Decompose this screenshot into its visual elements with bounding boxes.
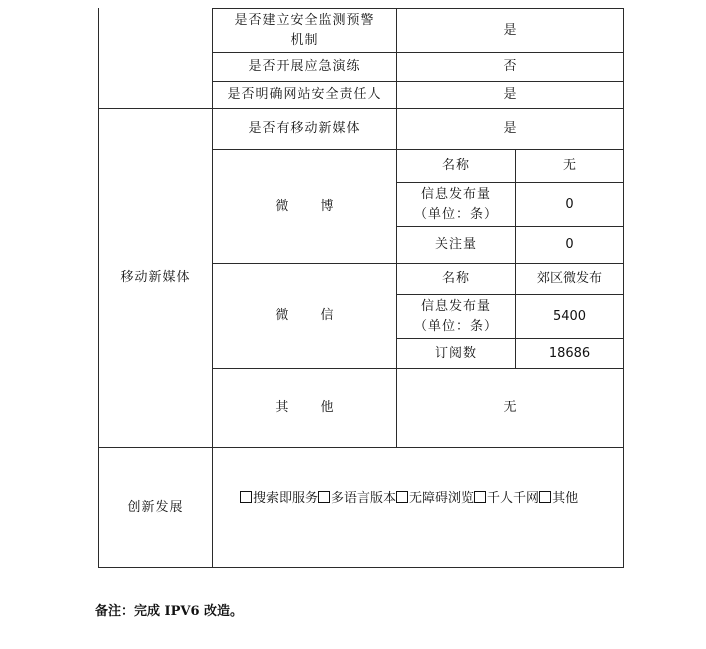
- wechat-name-value: 郊区微发布: [536, 271, 602, 286]
- weibo-posts-label-line2: （单位：条）: [413, 206, 498, 222]
- weibo-followers-label: 关注量: [434, 237, 477, 252]
- wechat-name-label: 名称: [441, 271, 470, 286]
- other-media-value: 无: [503, 400, 517, 415]
- option-personalized[interactable]: [474, 487, 539, 506]
- weibo-name-label: 名称: [441, 158, 470, 173]
- wechat-subscribers-value: 18686: [548, 345, 591, 361]
- option-label: 千人千网: [487, 491, 540, 506]
- checkbox-icon[interactable]: [539, 491, 551, 503]
- weibo-posts-value: 0: [565, 196, 574, 212]
- other-media-label: 其 他: [275, 400, 348, 415]
- wechat-label: 微 信: [275, 308, 348, 323]
- option-label: 无障碍浏览: [409, 491, 475, 506]
- monitor-warning-value: 是: [503, 22, 517, 38]
- weibo-posts-label: [397, 183, 515, 226]
- option-search-as-service[interactable]: [240, 487, 318, 506]
- security-person-label: 是否明确网站安全责任人: [227, 87, 382, 102]
- weibo-posts-label-line1: 信息发布量: [420, 186, 491, 202]
- wechat-posts-label-line1: 信息发布量: [420, 298, 491, 314]
- wechat-posts-label-line2: （单位：条）: [413, 318, 498, 334]
- table-border-right: [623, 8, 624, 568]
- innovation-options: [240, 487, 578, 506]
- wechat-subscribers-label: 订阅数: [434, 345, 477, 361]
- checkbox-icon[interactable]: [396, 491, 408, 503]
- option-accessibility[interactable]: [396, 487, 474, 506]
- emergency-drill-label: 是否开展应急演练: [248, 59, 361, 74]
- wechat-posts-value: 5400: [552, 308, 587, 324]
- monitor-warning-label-line1: 是否建立安全监测预警: [234, 12, 375, 28]
- checkbox-icon[interactable]: [318, 491, 330, 503]
- option-label: 搜索即服务: [253, 491, 319, 506]
- has-mobile-media-value: 是: [503, 121, 517, 136]
- option-label: 其他: [552, 491, 579, 506]
- innovation-section-label: 创新发展: [127, 499, 184, 515]
- security-person-value: 是: [503, 87, 517, 102]
- weibo-name-value: 无: [562, 158, 576, 173]
- monitor-warning-label-line2: 机制: [290, 32, 319, 48]
- option-label: 多语言版本: [331, 491, 397, 506]
- weibo-followers-value: 0: [565, 237, 574, 252]
- option-multilingual[interactable]: [318, 487, 396, 506]
- emergency-drill-value: 否: [503, 59, 517, 74]
- has-mobile-media-label: 是否有移动新媒体: [248, 121, 361, 136]
- footnote: 备注：完成 IPV6 改造。: [95, 604, 244, 619]
- mobile-media-section-label: 移动新媒体: [120, 270, 191, 285]
- wechat-posts-label: [397, 295, 515, 338]
- checkbox-icon[interactable]: [240, 491, 252, 503]
- monitor-warning-label: [213, 9, 396, 52]
- weibo-label: 微 博: [275, 198, 348, 214]
- option-other[interactable]: [539, 487, 578, 506]
- checkbox-icon[interactable]: [474, 491, 486, 503]
- table-border-bottom: [98, 567, 624, 568]
